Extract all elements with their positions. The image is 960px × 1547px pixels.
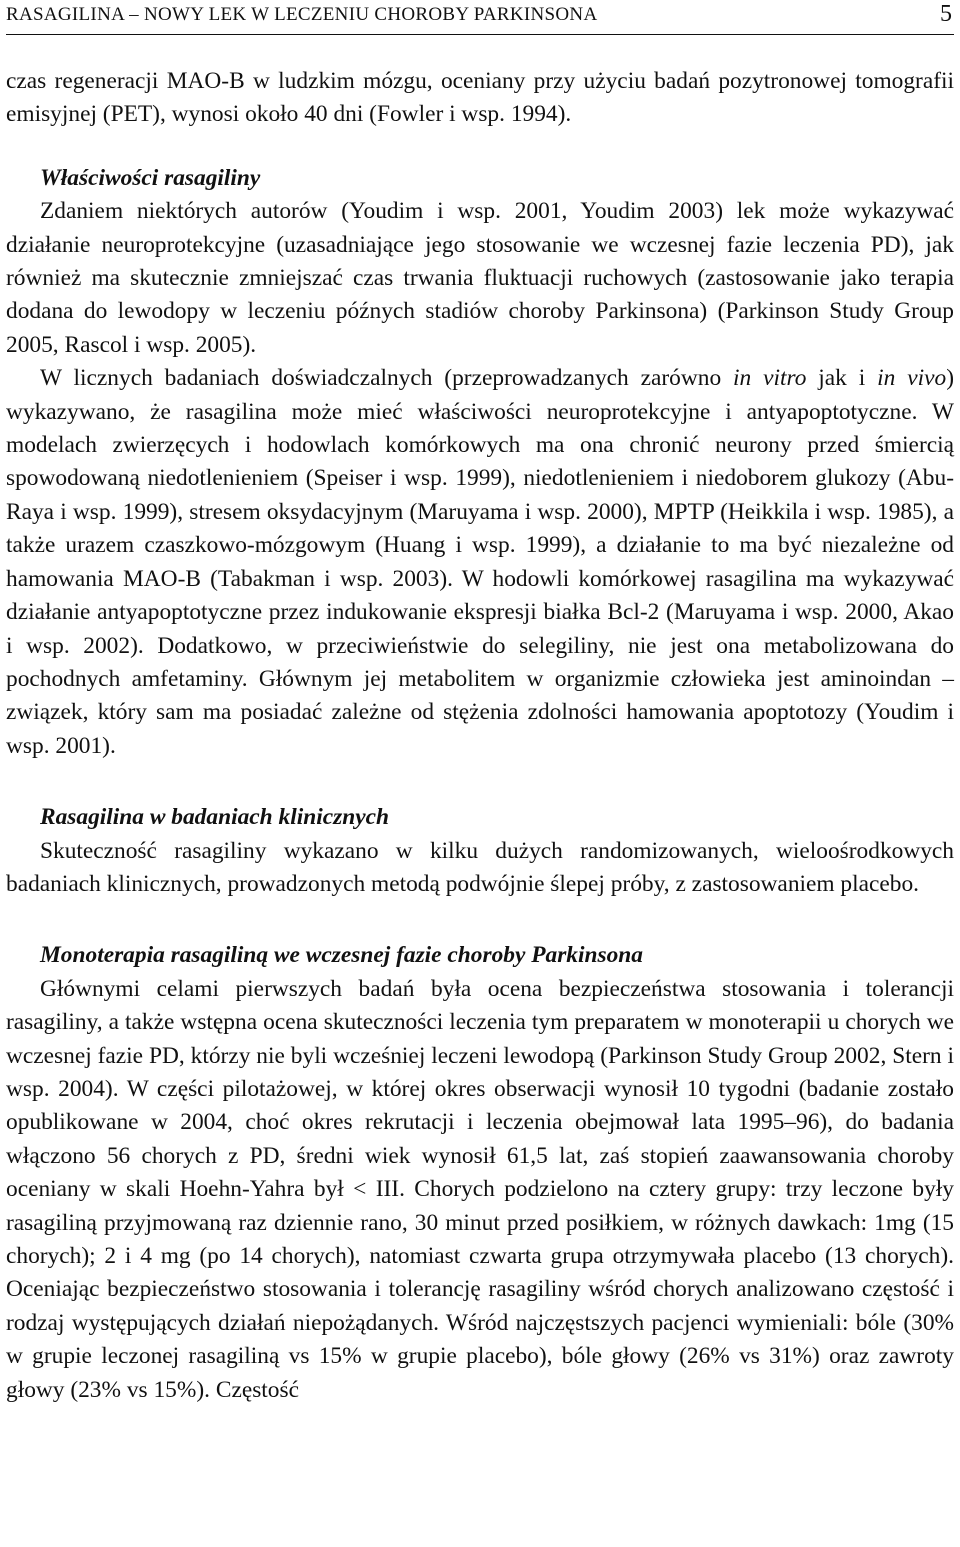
term-in-vivo: in vivo (877, 365, 947, 392)
section-heading-clinical: Rasagilina w badaniach klinicznych (40, 804, 389, 831)
section-heading-monotherapy: Monoterapia rasagiliną we wczesnej fazie choroby Parkinsona (40, 942, 644, 969)
paragraph-clinical-1: Skuteczność rasagiliny wykazano w kilku dużych randomizowanych, wieloośrodkowych badaniach klinicznych, prowadzonych metodą podwójnie ślepej próby, z zastosowaniem placebo. (6, 837, 954, 897)
page-number: 5 (940, 1, 952, 27)
text-run: ) wykazywano, że rasagilina może mieć właściwości neuroprotekcyjne i antyapoptotyczne. W modelach zwierzęcych i hodowlach komórkowych ma ona chronić neurony przed śmiercią spowodowaną niedotlenieniem (Speiser i wsp. 1999), niedotlenieniem i niedoborem glukozy (Abu-Raya i wsp. 1999), stresem oksydacyjnym (Maruyama i wsp. 2000), MPTP (Heikkila i wsp. 1985), a także urazem czaszkowo-mózgowym (Huang i wsp. 1999), a działanie to ma być niezależne od hamowania MAO-B (Tabakman i wsp. 2003). W hodowli komórkowej rasagilina ma wykazywać działanie antyapoptotyczne przez indukowanie ekspresji białka Bcl-2 (Maruyama i wsp. 2000, Akao i wsp. 2002). Dodatkowo, w przeciwieństwie do selegiliny, nie jest ona metabolizowana do pochodnych amfetaminy. Głównym jej metabolitem w organizmie człowieka jest aminoindan – związek, który sam ma posiadać zależne od stężenia zdolności hamowania apoptotozy (Youdim i wsp. 2001). (6, 365, 954, 759)
running-head (6, 2, 954, 35)
term-in-vitro: in vitro (733, 365, 807, 392)
text-run: jak i (806, 365, 878, 392)
document-page (6, 0, 954, 1407)
paragraph-monotherapy-1: Głównymi celami pierwszych badań była ocena bezpieczeństwa stosowania i tolerancji rasagiliny, a także wstępna ocena skuteczności leczenia tym preparatem w monoterapii u chorych we wczesnej fazie PD, którzy nie byli wcześniej leczeni lewodopą (Parkinson Study Group 2002, Stern i wsp. 2004). W części pilotażowej, w której okres obserwacji wynosił 10 tygodni (badanie zostało opublikowane w 2004, choć okres rekrutacji i leczenia obejmował lata 1995–96), do badania włączono 56 chorych z PD, średni wiek wynosił 61,5 lat, zaś stopień zaawansowania choroby oceniany w skali Hoehn-Yahra był < III. Chorych podzielono na cztery grupy: trzy leczone były rasagiliną przyjmowaną raz dziennie rano, 30 minut przed posiłkiem, w różnych dawkach: 1mg (15 chorych); 2 i 4 mg (po 14 chorych), natomiast czwarta grupa otrzymywała placebo (13 chorych). Oceniając bezpieczeństwo stosowania i tolerancję rasagiliny wśród chorych analizowano częstość i rodzaj występujących działań niepożądanych. Wśród najczęstszych pacjenci wymieniali: bóle (30% w grupie leczonej rasagiliną vs 15% w grupie placebo), bóle głowy (26% vs 31%) oraz zawroty głowy (23% vs 15%). Częstość (6, 975, 954, 1403)
paragraph-properties-2 (6, 362, 954, 763)
paragraph-properties-1: Zdaniem niektórych autorów (Youdim i wsp. 2001, Youdim 2003) lek może wykazywać działanie neuroprotekcyjne (uzasadniające jego stosowanie we wczesnej fazie leczenia PD), jak również ma skutecznie zmniejszać czas trwania fluktuacji ruchowych (zastosowanie jako terapia dodana do lewodopy w leczeniu późnych stadiów choroby Parkinsona) (Parkinson Study Group 2005, Rascol i wsp. 2005). (6, 198, 954, 358)
running-title: RASAGILINA – NOWY LEK W LECZENIU CHOROBY PARKINSONA (6, 4, 598, 25)
paragraph-continuation: czas regeneracji MAO-B w ludzkim mózgu, oceniany przy użyciu badań pozytronowej tomografii emisyjnej (PET), wynosi około 40 dni (Fowler i wsp. 1994). (6, 68, 954, 128)
text-run: W licznych badaniach doświadczalnych (przeprowadzanych zarówno (40, 365, 734, 392)
section-heading-properties: Właściwości rasagiliny (40, 164, 261, 191)
